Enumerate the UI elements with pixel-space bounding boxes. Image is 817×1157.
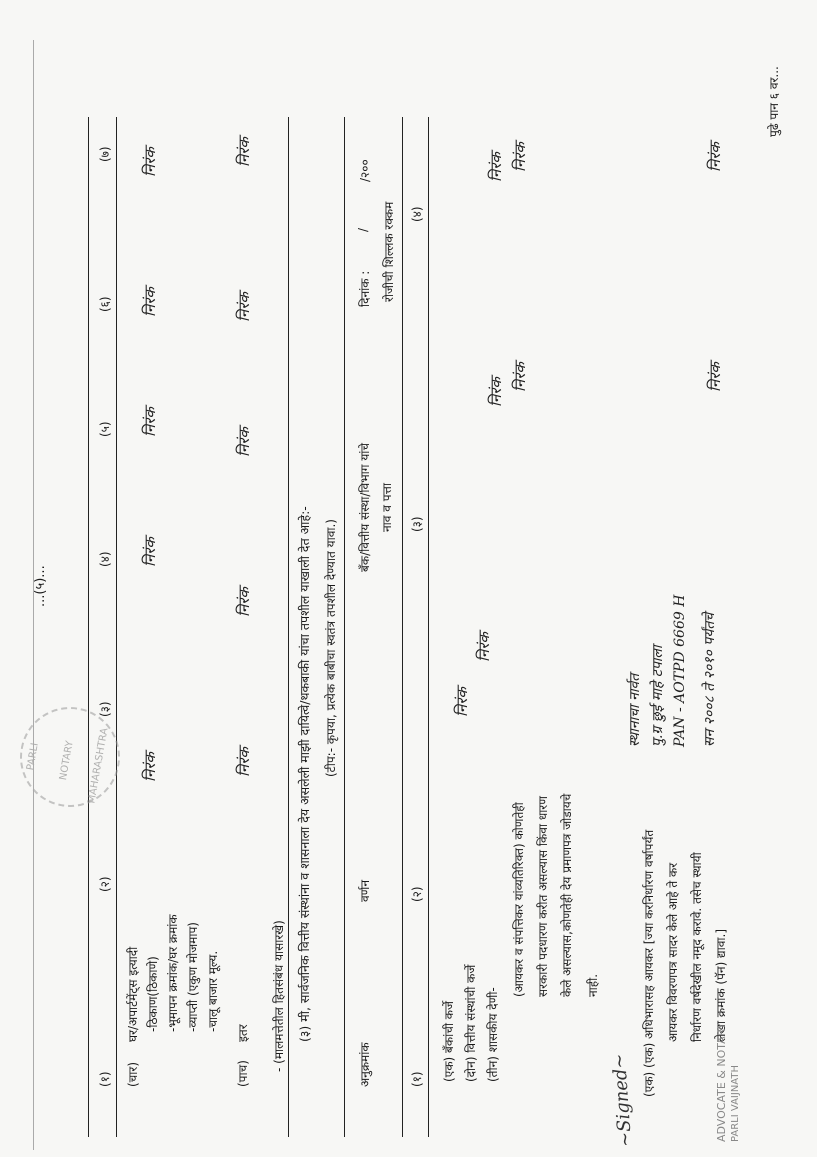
stamp-text-2: NOTARY	[57, 739, 76, 782]
notary-stamp-line2: PARLI VAIJNATH	[730, 1065, 741, 1142]
row-panch-label: (पाच)	[236, 1060, 250, 1087]
tax-line-3: निर्धारण वर्षदेखील नमूद करावे. तसेच स्थायी	[690, 852, 704, 1042]
tax-line-2: आयकर विवरणपत्र सादर केले आहे ते कर	[666, 862, 680, 1042]
hand-year: सन २००८ ते २०१० पर्यंतचे	[702, 612, 718, 747]
table2-h4c: /२००	[358, 159, 372, 182]
nirank-panch-4: निरंक	[235, 587, 253, 617]
row-panch-title: इतर	[236, 1024, 250, 1042]
nirank-loan-c3a: निरंक	[453, 687, 471, 717]
footer-continue: पुढे पान ६ वर...	[767, 66, 781, 137]
page-marker: ...(५)...	[33, 565, 48, 607]
top-rule	[88, 117, 89, 1137]
col-header-7: (७)	[98, 146, 112, 162]
section3-tip: (टीप:- कृपया, प्रत्येक बाबीचा स्वतंत्र तपशील देण्यात यावा.)	[324, 519, 338, 777]
table2-h2: वर्णन	[358, 879, 372, 902]
loan-2: (दोन) वित्तीय संस्थांची कर्जे	[464, 964, 478, 1082]
nirank-loan-c4a: निरंक	[487, 377, 505, 407]
table2-header-rule	[402, 117, 403, 1137]
tax-line-1: (एक) (एक) अधिभारासह आयकर [ज्या करनिर्धारण वर्षापर्यंत	[642, 829, 656, 1097]
notary-stamp-line1: ADVOCATE & NOTARY	[715, 1022, 728, 1142]
loan-3: (तीन) शासकीय देणी-	[486, 987, 500, 1082]
section3-title: (३) मी, सार्वजनिक वित्तीय संस्थांना व शासनाला देय असलेली माझी दायित्वे/थकबाकी यांचा तपशील याखाली देत आहे:-	[297, 506, 312, 1042]
hand-pan: PAN - AOTPD 6669 H	[672, 594, 688, 747]
hand-ward: पु.ग्र छुई माहे टपाला	[650, 645, 666, 747]
nirank-loan-c5b: निरंक	[511, 142, 529, 172]
nirank-loan-c4b: निरंक	[511, 362, 529, 392]
col-header-2: (२)	[98, 876, 112, 892]
row-char-sub3: -व्याप्ती (एकुण मोजमाप)	[186, 922, 200, 1032]
table2-top-rule	[344, 117, 345, 1137]
dues-line-3: केले असल्यास,कोणतेही देय प्रमाणपत्र जोडायचे	[560, 793, 574, 997]
dues-line-2: सरकारी पदधारण करीत असल्यास किंवा धारण	[536, 796, 550, 997]
nirank-char-5: निरंक	[141, 407, 159, 437]
col-header-3: (३)	[98, 701, 112, 717]
loan-1: (एक) बँकांची कर्जे	[442, 1001, 456, 1082]
table2-h3a: बँक/वित्तीय संस्था/विभाग यांचे	[358, 442, 372, 572]
row-char-sub4: -चालू बाजार मूल्य.	[206, 950, 220, 1032]
hand-office: स्थानाचा नार्वत	[627, 673, 643, 747]
nirank-char-7: निरंक	[141, 147, 159, 177]
col-header-1: (१)	[98, 1071, 112, 1087]
nirank-loan-c3b: निरंक	[475, 632, 493, 662]
nirank-char-6: निरंक	[141, 287, 159, 317]
col-header-6: (६)	[98, 296, 112, 312]
table2-h4a: दिनांक :	[358, 270, 372, 307]
table2-n2: (२)	[410, 886, 424, 902]
col-header-5: (५)	[98, 421, 112, 437]
nirank-tax-c4: निरंक	[706, 362, 724, 392]
table2-n4: (४)	[410, 206, 424, 222]
row-char-sub2: -भूमापन क्रमांक/घर क्रमांक	[166, 914, 180, 1032]
nirank-panch-5: निरंक	[235, 427, 253, 457]
dues-line-1: (आयकर व संपत्तिकर यांव्यतिरिक्त) कोणतेही	[512, 802, 526, 997]
signature: ~Signed~	[608, 1052, 637, 1148]
table2-h1: अनुक्रमांक	[358, 1042, 372, 1087]
stamp-text-3: MAHARASHTRA	[86, 727, 111, 805]
note-text: - (मालमत्तेतील हितसंबंध यासारखे)	[272, 920, 286, 1072]
section-rule	[288, 117, 289, 1137]
nirank-tax-c5: निरंक	[706, 142, 724, 172]
nirank-panch-7: निरंक	[235, 137, 253, 167]
row-char-sub1: -ठिकाण(ठिकाणे)	[146, 956, 160, 1032]
dues-line-4: नाही.	[586, 973, 600, 997]
nirank-panch-3: निरंक	[235, 747, 253, 777]
header-rule	[116, 117, 117, 1137]
table2-num-rule	[428, 117, 429, 1137]
col-header-4: (४)	[98, 551, 112, 567]
row-char-title: घर/अपार्टमेंट्स इत्यादी	[126, 946, 140, 1042]
table2-h3b: नाव व पत्ता	[380, 483, 394, 532]
table2-h4d: रोजीची शिल्लक रक्कम	[382, 201, 396, 302]
stamp-text-1: PARLI	[25, 742, 41, 772]
scan-edge-left	[33, 40, 34, 1150]
row-char-label: (चार)	[126, 1062, 140, 1087]
nirank-char-4: निरंक	[141, 537, 159, 567]
tax-line-4: लेखा क्रमांक (पॅन) द्यावा.]	[714, 928, 728, 1042]
nirank-char-3: निरंक	[141, 752, 159, 782]
nirank-loan-c5a: निरंक	[487, 152, 505, 182]
table2-n1: (१)	[410, 1071, 424, 1087]
table2-n3: (३)	[410, 516, 424, 532]
table2-h4b: /	[356, 227, 370, 232]
nirank-panch-6: निरंक	[235, 292, 253, 322]
